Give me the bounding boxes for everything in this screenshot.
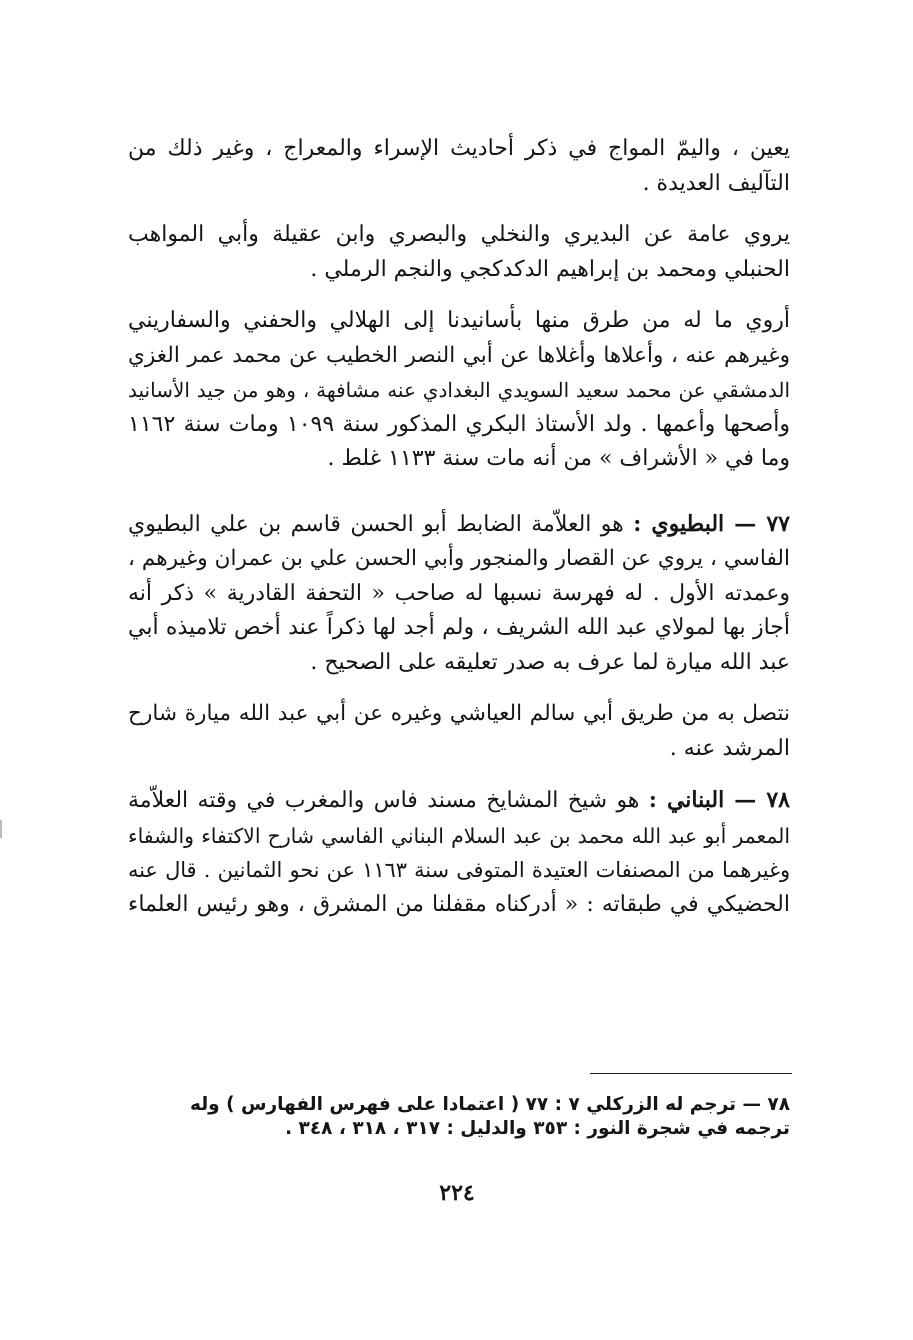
page-body [128,132,790,939]
text-line: نتصل به من طريق أبي سالم العياشي وغيره عن أبي عبد الله ميارة شارح [128,701,790,726]
footnote-divider [590,1073,792,1074]
text-line: وغيرهم عنه ، وأعلاها وأغلاها عن أبي النصر الخطيب عن محمد عمر الغزي [128,342,790,368]
text-line: الحنبلي ومحمد بن إبراهيم الدكدكجي والنجم الرملي . [310,256,790,282]
entry-heading: ٧٨ — البناني : [648,787,790,813]
text-line: المعمر أبو عبد الله محمد بن عبد السلام البناني الفاسي شارح الاكتفاء والشفاء [128,823,790,848]
entry-text: هو العلاّمة الضابط أبو الحسن قاسم بن علي البطيوي [128,511,624,537]
text-line: المرشد عنه . [669,735,790,761]
text-line: وعمدته الأول . له فهرسة نسبها له صاحب « التحفة القادرية » ذكر أنه [128,580,790,606]
entry-heading: ٧٧ — البطيوي : [633,510,790,537]
text-line: أجاز بها لمولاي عبد الله الشريف ، ولم أجد لها ذكراً عند أخص تلاميذه أبي [128,615,790,640]
footnote-line: ترجمه في شجرة النور : ٣٥٣ والدليل : ٣١٧ ، ٣١٨ ، ٣٤٨ . [285,1118,790,1139]
text-line: يعين ، واليمّ المواج في ذكر أحاديث الإسراء والمعراج ، وغير ذلك من [128,136,790,161]
paragraph-1 [128,132,790,201]
text-line: الفاسي ، يروي عن القصار والمنجور وأبي الحسن علي بن عمران وغيرهم ، [127,546,790,571]
footnote [150,1093,790,1141]
text-line: الحضيكي في طبقاته : « أدركناه مقفلنا من المشرق ، وهو رئيس العلماء [128,891,790,917]
footnote-line: ٧٨ — ترجم له الزركلي ٧ : ٧٧ ( اعتمادا على فهرس الفهارس ) وله [190,1094,790,1115]
text-line: وغيرهما من المصنفات العتيدة المتوفى سنة ١١٦٣ عن نحو الثمانين . قال عنه [128,858,790,882]
text-line: أروي ما له من طرق منها بأسانيدنا إلى الهلالي والحفني والسفاريني [128,308,790,333]
paragraph-2 [128,218,790,287]
text-line: وما في « الأشراف » من أنه مات سنة ١١٣٣ غلط . [327,446,790,471]
page-number: ٢٢٤ [439,1180,475,1206]
entry-77 [128,507,790,681]
text-line [128,783,790,819]
text-line: وأصحها وأعمها . ولد الأستاذ البكري المذكور سنة ١٠٩٩ ومات سنة ١١٦٢ [128,411,790,437]
paragraph-5 [128,697,790,766]
text-line: يروي عامة عن البديري والنخلي والبصري وابن عقيلة وأبي المواهب [128,222,790,247]
text-line [128,507,790,543]
paragraph-3 [128,304,790,477]
scan-edge-mark [0,820,2,838]
text-line: عبد الله ميارة لما عرف به صدر تعليقه على الصحيح . [310,649,790,675]
entry-78 [128,783,790,922]
text-line: التآليف العديدة . [642,170,790,196]
text-line: الدمشقي عن محمد سعيد السويدي البغدادي عنه مشافهة ، وهو من جيد الأسانيد [128,378,790,402]
entry-text: هو شيخ المشايخ مسند فاس والمغرب في وقته العلاّمة [128,788,640,813]
